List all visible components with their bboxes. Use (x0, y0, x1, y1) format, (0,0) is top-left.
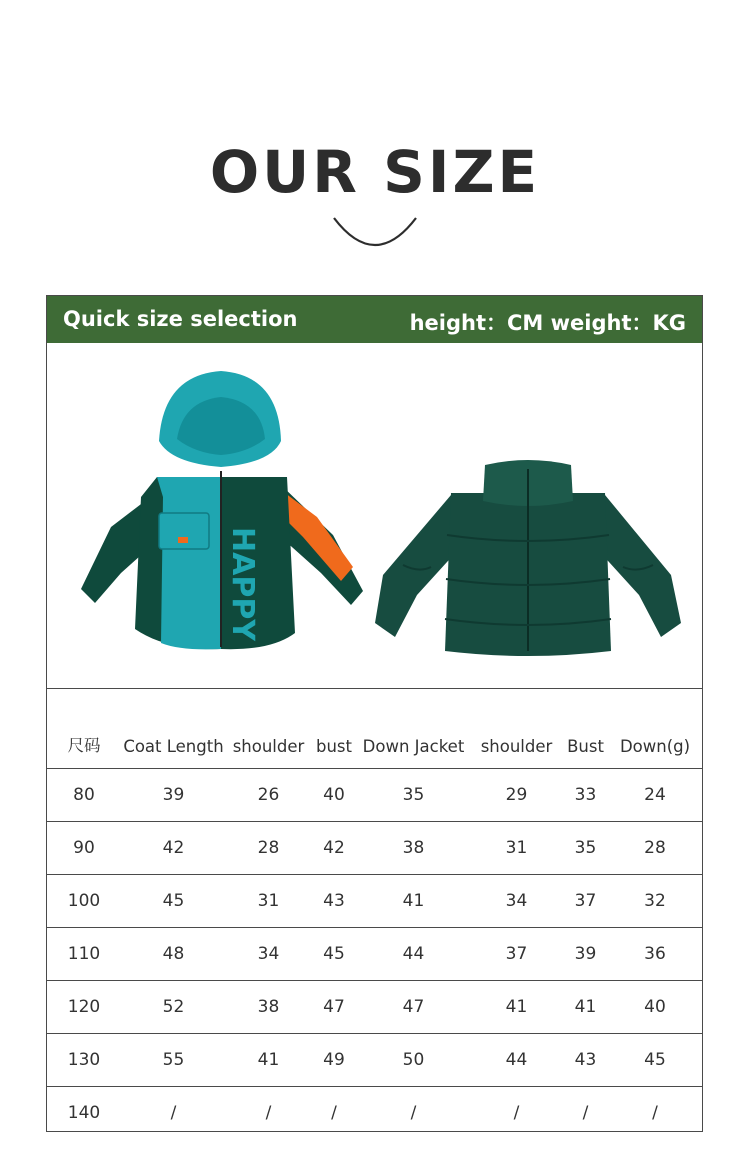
header-down-bust: Bust (567, 737, 604, 756)
table-cell: 40 (608, 981, 702, 1034)
table-cell: 41 (470, 981, 563, 1034)
banner-units: height：CM weight：KG (409, 311, 686, 335)
table-row (47, 928, 702, 981)
table-cell: 45 (311, 928, 357, 981)
table-cell: 39 (563, 928, 608, 981)
table-cell: 28 (608, 822, 702, 875)
table-cell: 52 (121, 981, 226, 1034)
table-cell: 110 (47, 928, 121, 981)
table-cell: 90 (47, 822, 121, 875)
table-cell: 31 (470, 822, 563, 875)
table-cell: 41 (226, 1034, 311, 1087)
table-cell: 43 (563, 1034, 608, 1087)
table-cell: 42 (311, 822, 357, 875)
table-cell: 35 (357, 769, 470, 822)
header-coat-length: Coat Length (123, 737, 224, 756)
table-cell: 55 (121, 1034, 226, 1087)
table-cell: 40 (311, 769, 357, 822)
table-cell: 44 (357, 928, 470, 981)
table-cell: 47 (357, 981, 470, 1034)
table-cell: / (121, 1087, 226, 1140)
table-cell: 47 (311, 981, 357, 1034)
table-cell: 37 (470, 928, 563, 981)
table-cell: 130 (47, 1034, 121, 1087)
table-cell: 28 (226, 822, 311, 875)
table-row (47, 822, 702, 875)
table-row (47, 1087, 702, 1140)
table-cell: 32 (608, 875, 702, 928)
table-cell: 33 (563, 769, 608, 822)
table-cell: / (311, 1087, 357, 1140)
table-cell: 39 (121, 769, 226, 822)
table-cell: / (357, 1087, 470, 1140)
table-row (47, 1034, 702, 1087)
table-cell: / (470, 1087, 563, 1140)
table-cell: 49 (311, 1034, 357, 1087)
table-cell: 37 (563, 875, 608, 928)
table-cell: 120 (47, 981, 121, 1034)
table-cell: 41 (357, 875, 470, 928)
hooded-jacket-image (71, 367, 371, 667)
table-cell: 43 (311, 875, 357, 928)
table-cell: 45 (121, 875, 226, 928)
product-photos (47, 343, 702, 689)
table-cell: 41 (563, 981, 608, 1034)
table-cell: 42 (121, 822, 226, 875)
size-banner (47, 296, 702, 343)
banner-title: Quick size selection (63, 307, 298, 331)
svg-text:HAPPY: HAPPY (225, 527, 260, 642)
page-title: OUR SIZE (209, 138, 541, 206)
table-cell: 26 (226, 769, 311, 822)
table-row (47, 875, 702, 928)
table-cell: 29 (470, 769, 563, 822)
table-row (47, 769, 702, 822)
header-coat-shoulder: shoulder (232, 737, 305, 756)
table-cell: 45 (608, 1034, 702, 1087)
smile-curve-icon (330, 214, 420, 254)
table-cell: 38 (226, 981, 311, 1034)
down-jacket-image (373, 455, 683, 665)
table-cell: 140 (47, 1087, 121, 1140)
table-cell: 24 (608, 769, 702, 822)
header-down-jacket: Down Jacket (362, 737, 465, 756)
table-cell: 36 (608, 928, 702, 981)
table-cell: 34 (470, 875, 563, 928)
table-cell: / (563, 1087, 608, 1140)
table-cell: 38 (357, 822, 470, 875)
table-cell: 31 (226, 875, 311, 928)
header-down-shoulder: shoulder (480, 737, 553, 756)
table-cell: 80 (47, 769, 121, 822)
table-cell: 50 (357, 1034, 470, 1087)
size-table (47, 689, 702, 1139)
header-coat-bust: bust (316, 737, 352, 756)
header-size: 尺码 (67, 736, 101, 755)
table-cell: 100 (47, 875, 121, 928)
table-cell: 34 (226, 928, 311, 981)
table-header-row (47, 689, 702, 769)
table-cell: / (608, 1087, 702, 1140)
table-cell: / (226, 1087, 311, 1140)
header-down-weight: Down(g) (619, 737, 691, 756)
table-cell: 48 (121, 928, 226, 981)
table-cell: 35 (563, 822, 608, 875)
table-cell: 44 (470, 1034, 563, 1087)
size-chart-panel (46, 295, 703, 1132)
table-row (47, 981, 702, 1034)
